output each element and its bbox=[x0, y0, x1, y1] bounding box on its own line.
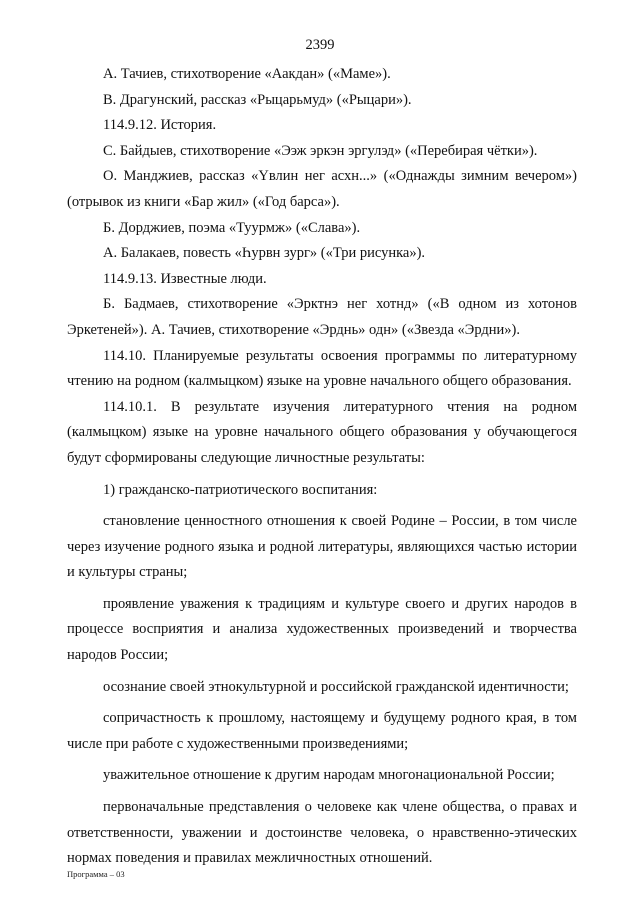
paragraph: проявление уважения к традициям и культуре своего и других народов в процессе восприятия и анализа художественных произведений и творчества народов России; bbox=[67, 595, 577, 664]
page-number: 2399 bbox=[305, 37, 335, 53]
paragraph: Б. Дорджиев, поэма «Туурмж» («Слава»). bbox=[103, 219, 361, 236]
footer-label: Программа – 03 bbox=[67, 869, 125, 879]
paragraph: С. Байдыев, стихотворение «Ээж эркэн эргулэд» («Перебирая чётки»). bbox=[103, 142, 538, 159]
paragraph: 114.10.1. В результате изучения литературного чтения на родном (калмыцком) языке на уровне начального общего образования у обучающегося будут сформированы следующие личностные результаты: bbox=[67, 398, 577, 466]
paragraph: В. Драгунский, рассказ «Рыцарьмуд» («Рыцари»). bbox=[103, 91, 412, 108]
paragraph: 114.10. Планируемые результаты освоения программы по литературному чтению на родном (калмыцком) языке на уровне начального общего образования. bbox=[67, 347, 577, 390]
paragraph: О. Манджиев, рассказ «Үвлин нег асхн...» («Однажды зимним вечером») (отрывок из книги «Бар жил» («Год барса»). bbox=[67, 168, 577, 210]
paragraph: осознание своей этнокультурной и российской гражданской идентичности; bbox=[103, 678, 569, 695]
document-body bbox=[67, 62, 577, 872]
paragraph: сопричастность к прошлому, настоящему и будущему родного края, в том числе при работе с художественными произведениями; bbox=[67, 710, 577, 752]
paragraph: 114.9.13. Известные люди. bbox=[103, 270, 267, 287]
paragraph: А. Балакаев, повесть «Һурвн зург» («Три рисунка»). bbox=[103, 245, 426, 262]
paragraph: Б. Бадмаев, стихотворение «Эрктнэ нег хотнд» («В одном из хотонов Эркетеней»). А. Тачиев, стихотворение «Эрднь» одн» («Звезда «Эрдни»). bbox=[67, 296, 577, 338]
paragraph: становление ценностного отношения к своей Родине – России, в том числе через изучение родного языка и родной литературы, являющихся частью истории и культуры страны; bbox=[67, 513, 577, 581]
paragraph: 1) гражданско-патриотического воспитания: bbox=[103, 481, 378, 498]
paragraph: первоначальные представления о человеке как члене общества, о правах и ответственности, уважении и достоинстве человека, о нравственно-этических нормах поведения и правилах межличностных отношений. bbox=[67, 799, 577, 867]
paragraph: 114.9.12. История. bbox=[103, 117, 217, 134]
paragraph: уважительное отношение к другим народам многонациональной России; bbox=[103, 767, 555, 784]
paragraph: А. Тачиев, стихотворение «Аакдан» («Маме»). bbox=[103, 66, 391, 82]
